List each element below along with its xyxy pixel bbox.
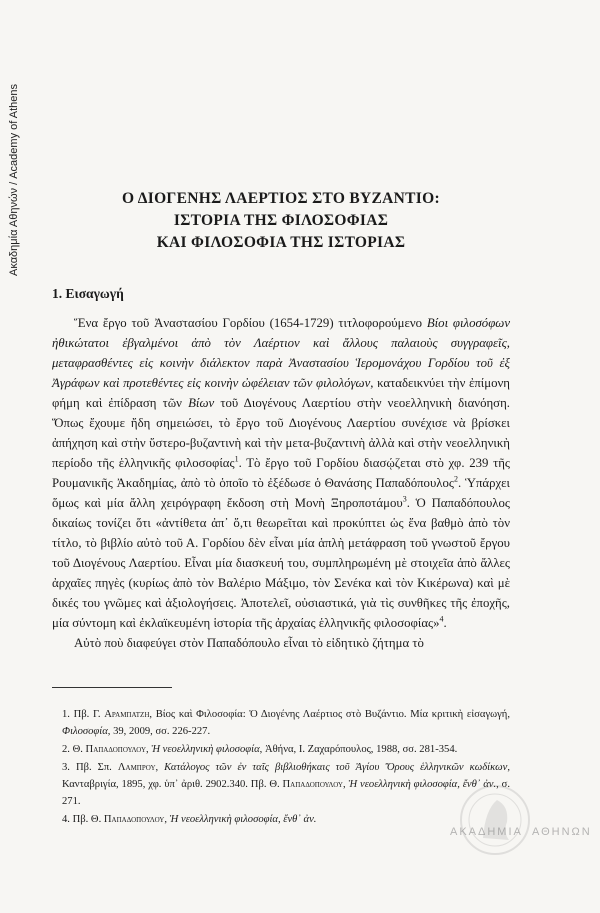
- fn3-author2: Παπαδοπουλου: [282, 779, 343, 790]
- p1-vion-italic: Βίων: [188, 396, 215, 410]
- footnote-ref-4[interactable]: 4: [439, 614, 444, 624]
- fn3-mid2: ,: [342, 779, 349, 790]
- title-line-1: Ο ΔΙΟΓΕΝΗΣ ΛΑΕΡΤΙΟΣ ΣΤΟ ΒΥΖΑΝΤΙΟ:: [122, 190, 440, 207]
- fn1-mid: , Βίος καὶ Φιλοσοφία: Ὁ Διογένης Λαέρτιος στὸ Βυζάντιο. Μία κριτικὴ εἰσαγωγή,: [149, 709, 510, 720]
- footnote-1: [52, 706, 510, 740]
- fn3-mid: ,: [155, 762, 165, 773]
- academy-seal-watermark: [405, 770, 585, 870]
- fn4-author: Παπαδοπουλου: [103, 814, 165, 825]
- watermark-right-word: ΑΘΗΝΩΝ: [532, 826, 592, 838]
- fn2-pre: 2. Θ.: [62, 744, 86, 755]
- fn3-post2: , σ. 271.: [62, 779, 511, 807]
- p1-title-italic: Βίοι φιλοσόφων ἠθικώτατοι ἐβγαλμένοι ἀπὸ τὸν Λαέρτιον καὶ ἄλλους παλαιοὺς συγγραφεῖς, μεταφρασθέντες εἰς κοινὴν διάλεκτον παρὰ Ἀναστασίου Ἱερομονάχου Γορδίου τοῦ ἐξ Ἀγράφων καὶ προτεθέντες εἰς κοινὴν ὠφέλειαν τῶν φιλολόγων: [52, 316, 511, 390]
- side-label: Ακαδημία Αθηνών / Academy of Athens: [8, 83, 20, 276]
- fn1-journal: Φιλοσοφία: [62, 726, 108, 737]
- fn3-author: Λαμπρου: [117, 762, 156, 773]
- p1-text-a: Ἕνα ἔργο τοῦ Ἀναστασίου Γορδίου (1654-1729) τιτλοφορούμενο: [74, 316, 427, 330]
- fn3-journal: Κατάλογος τῶν ἐν ταῖς βιβλιοθήκαις τοῦ Ἁγίου Ὄρους ἑλληνικῶν κωδίκων: [164, 762, 508, 773]
- watermark-left-word: ΑΚΑΔΗΜΙΑ: [450, 826, 523, 838]
- footnote-2: [52, 741, 510, 758]
- fn1-post: , 39, 2009, σσ. 226-227.: [107, 726, 211, 737]
- p1-text-f: . Τὸ ἔργο τοῦ Γορδίου διασῴζεται στὸ χφ. 239 τῆς Ρουμανικῆς Ἀκαδημίας, ἀπὸ τὸ ὁποῖο τὸ ἐξέδωσε ὁ Θανάσης Παπαδόπουλος: [52, 456, 510, 490]
- paragraph-2: Αὐτὸ ποὺ διαφεύγει στὸν Παπαδόπουλο εἶναι τὸ εἰδητικὸ ζήτημα τὸ: [74, 636, 424, 650]
- footnote-ref-1[interactable]: 1: [234, 454, 239, 464]
- fn4-journal: Ἡ νεοελληνικὴ φιλοσοφία, ἔνθ᾿ ἀν.: [169, 814, 317, 825]
- p1-text-c: , καταδεικνύει τὴν ἐπίμονη φήμη καὶ ἐπίδραση τῶν: [52, 376, 510, 410]
- fn1-pre: 1. Πβ. Γ.: [62, 709, 105, 720]
- title-line-3: ΚΑΙ ΦΙΛΟΣΟΦΙΑ ΤΗΣ ΙΣΤΟΡΙΑΣ: [156, 234, 406, 251]
- p1-text-h: . Ὁ Παπαδόπουλος δικαίως τονίζει ὅτι «ἀντίθετα ἀπ᾿ ὅ,τι θεωρεῖται καὶ προκύπτει ὡς ἕνα βαθμὸ ἀπὸ τὸν τίτλο, τὸ βιβλίο αὐτὸ τοῦ Α. Γορδίου δὲν εἶναι μία ἁπλὴ μετάφραση τοῦ γνωστοῦ ἔργου τοῦ Διογένους Λαερτίου. Εἶναι μία διασκευή του, συμπληρωμένη μὲ στοιχεῖα ἀπὸ ἄλλες ἀρχαῖες πηγὲς (κυρίως ἀπὸ τὸν Βαλέριο Μάξιμο, τὸν Σενέκα καὶ τὸν Κικέρωνα) καὶ μὲ δικές του γνῶμες καὶ ἀξιολογήσεις. Ἀποτελεῖ, οὐσιαστικά, γιὰ τὶς συνθῆκες τῆς ἐποχῆς, μία σύντομη καὶ ἐκλαϊκευμένη ἱστορία τῆς ἀρχαίας ἑλληνικῆς φιλοσοφίας»: [52, 496, 510, 630]
- fn3-journal2: Ἡ νεοελληνικὴ φιλοσοφία, ἔνθ᾿ ἀν.: [348, 779, 497, 790]
- p1-text-i: .: [443, 616, 447, 630]
- fn4-pre: 4. Πβ. Θ.: [62, 814, 104, 825]
- footnote-divider: [52, 687, 172, 688]
- p1-text-g: . Ὑπάρχει ὅμως καὶ μία ἄλλη χειρόγραφη ἔκδοση στὴ Μονὴ Ξηροποτάμου: [52, 476, 510, 510]
- fn3-pre: 3. Πβ. Σπ.: [62, 762, 118, 773]
- footnote-ref-2[interactable]: 2: [453, 474, 458, 484]
- fn2-post: , Ἀθήνα, Ι. Ζαχαρόπουλος, 1988, σσ. 281-354.: [259, 744, 458, 755]
- body-text: [52, 313, 510, 653]
- title-line-2: ΙΣΤΟΡΙΑ ΤΗΣ ΦΙΛΟΣΟΦΙΑΣ: [173, 212, 389, 229]
- fn2-journal: Ἡ νεοελληνικὴ φιλοσοφία: [151, 744, 260, 755]
- fn2-mid: ,: [146, 744, 152, 755]
- p1-text-e: τοῦ Διογένους Λαερτίου στὴν νεοελληνικὴ διανόηση. Ὅπως ἔχουμε ἤδη σημειώσει, τὸ ἔργο τοῦ Διογένους Λαερτίου συνέχισε νὰ βρίσκει ἀπήχηση καὶ στὴν ὕστερο-βυζαντινὴ καὶ τὴν μετα-βυζαντινὴ ἀλλὰ καὶ στὴν νεοελληνικὴ περίοδο τῆς ἑλληνικῆς φιλοσοφίας: [52, 396, 510, 470]
- fn2-author: Παπαδοπουλου: [85, 744, 147, 755]
- page-title: [52, 188, 510, 254]
- paragraph-1: [52, 313, 510, 633]
- footnote-ref-3[interactable]: 3: [402, 494, 407, 504]
- section-heading: 1. Εισαγωγή: [52, 286, 124, 301]
- fn1-author: Αραμπατζη: [104, 709, 150, 720]
- fn3-post: , Κανταβριγία, 1895, χφ. ὑπ᾿ ἀριθ. 2902.340. Πβ. Θ.: [62, 762, 510, 790]
- fn4-mid: ,: [164, 814, 170, 825]
